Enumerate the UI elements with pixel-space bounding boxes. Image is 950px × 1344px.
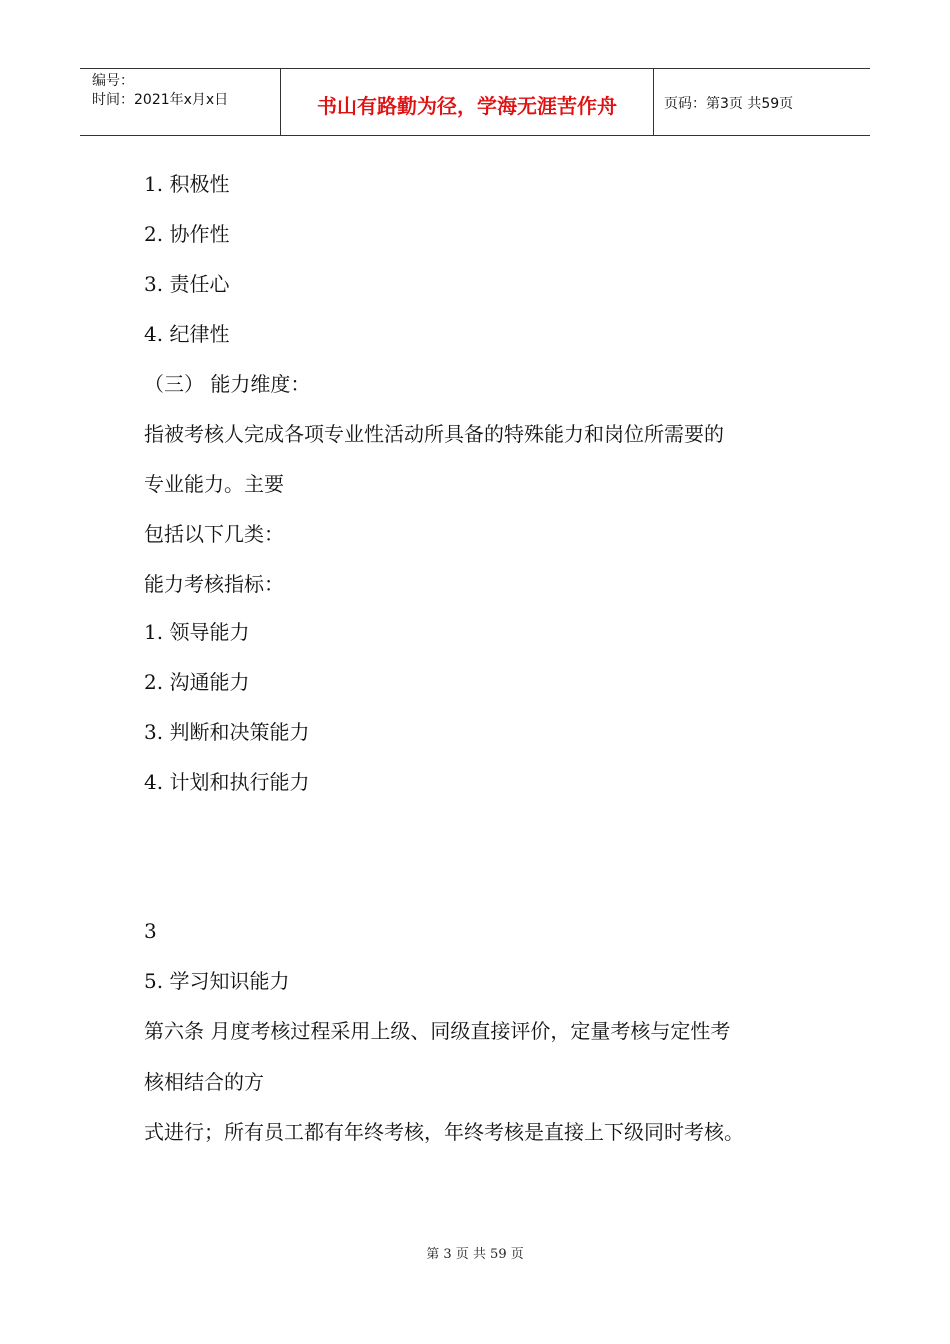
page-header bbox=[80, 68, 870, 136]
body-line: 1. 积极性 bbox=[144, 172, 230, 196]
body-line: 4. 计划和执行能力 bbox=[144, 770, 310, 794]
body-line: 式进行；所有员工都有年终考核，年终考核是直接上下级同时考核。 bbox=[144, 1120, 744, 1144]
serial-number-label: 编号： bbox=[92, 73, 134, 89]
body-line: 2. 协作性 bbox=[144, 222, 230, 246]
body-line: 1. 领导能力 bbox=[144, 620, 250, 644]
body-line: 2. 沟通能力 bbox=[144, 670, 250, 694]
header-page-cell bbox=[654, 69, 870, 135]
header-motto-cell bbox=[281, 69, 654, 135]
body-line: 4. 纪律性 bbox=[144, 322, 230, 346]
article-line: 第六条 月度考核过程采用上级、同级直接评价，定量考核与定性考 bbox=[144, 1019, 731, 1043]
body-line: 核相结合的方 bbox=[144, 1070, 264, 1094]
body-line: 能力考核指标： bbox=[144, 572, 284, 596]
section-heading: （三） 能力维度： bbox=[144, 372, 311, 396]
body-line: 3. 责任心 bbox=[144, 272, 230, 296]
body-line: 5. 学习知识能力 bbox=[144, 969, 290, 993]
inline-page-number: 3 bbox=[144, 919, 157, 943]
body-line: 专业能力。主要 bbox=[144, 472, 284, 496]
motto-text: 书山有路勤为径，学海无涯苦作舟 bbox=[317, 93, 617, 118]
footer-page-text: 第 3 页 共 59 页 bbox=[426, 1247, 524, 1262]
body-line: 3. 判断和决策能力 bbox=[144, 720, 310, 744]
body-line: 包括以下几类： bbox=[144, 522, 284, 546]
page-number-info: 页码：第3页 共59页 bbox=[664, 96, 794, 112]
header-meta-cell bbox=[80, 69, 281, 135]
page-footer bbox=[0, 1243, 950, 1262]
date-label: 时间：2021年x月x日 bbox=[92, 92, 229, 108]
body-line: 指被考核人完成各项专业性活动所具备的特殊能力和岗位所需要的 bbox=[144, 422, 724, 446]
